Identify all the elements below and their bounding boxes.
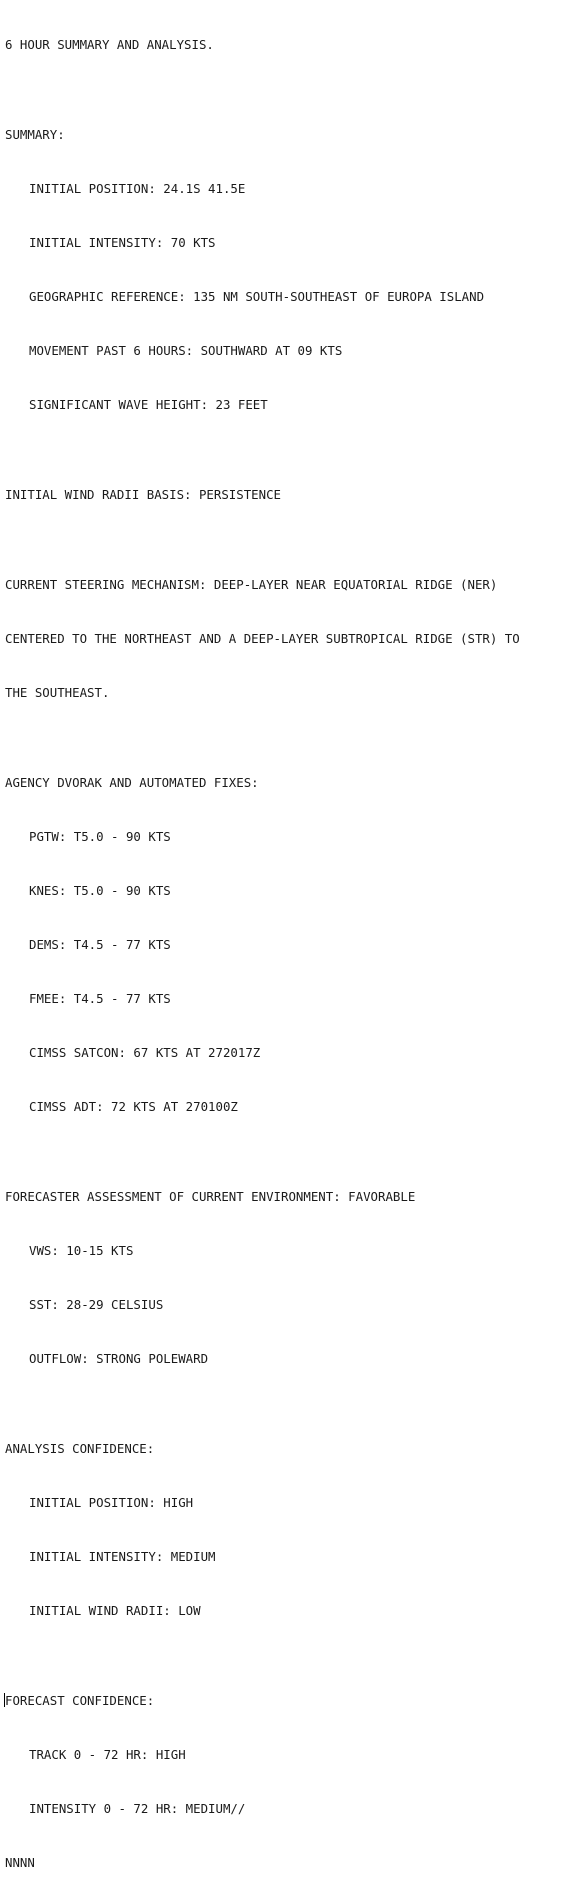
summary-initial-position: INITIAL POSITION: 24.1S 41.5E — [29, 181, 246, 196]
forecast-confidence-heading: FORECAST CONFIDENCE: — [5, 1693, 155, 1708]
fix-knes: KNES: T5.0 - 90 KTS — [29, 883, 171, 898]
wind-radii-basis: INITIAL WIND RADII BASIS: PERSISTENCE — [5, 487, 282, 502]
environment-heading: FORECASTER ASSESSMENT OF CURRENT ENVIRONMENT: FAVORABLE — [5, 1189, 416, 1204]
fixes-heading: AGENCY DVORAK AND AUTOMATED FIXES: — [5, 775, 259, 790]
summary-initial-intensity: INITIAL INTENSITY: 70 KTS — [29, 235, 216, 250]
summary-heading: SUMMARY: — [5, 127, 65, 142]
analysis-confidence-position: INITIAL POSITION: HIGH — [29, 1495, 194, 1510]
fix-pgtw: PGTW: T5.0 - 90 KTS — [29, 829, 171, 844]
fix-cimss-adt: CIMSS ADT: 72 KTS AT 270100Z — [29, 1099, 238, 1114]
header-line: 6 HOUR SUMMARY AND ANALYSIS. — [5, 37, 214, 52]
footer-line: NNNN — [5, 1855, 35, 1870]
analysis-confidence-intensity: INITIAL INTENSITY: MEDIUM — [29, 1549, 216, 1564]
forecast-confidence-track: TRACK 0 - 72 HR: HIGH — [29, 1747, 186, 1762]
environment-outflow: OUTFLOW: STRONG POLEWARD — [29, 1351, 209, 1366]
steering-line-3: THE SOUTHEAST. — [5, 685, 110, 700]
forecast-confidence-line — [5, 1692, 571, 1710]
fix-cimss-satcon: CIMSS SATCON: 67 KTS AT 272017Z — [29, 1045, 261, 1060]
text-document[interactable] — [5, 0, 571, 1890]
steering-line-1: CURRENT STEERING MECHANISM: DEEP-LAYER NEAR EQUATORIAL RIDGE (NER) — [5, 577, 498, 592]
steering-line-2: CENTERED TO THE NORTHEAST AND A DEEP-LAYER SUBTROPICAL RIDGE (STR) TO — [5, 631, 520, 646]
summary-geographic-reference: GEOGRAPHIC REFERENCE: 135 NM SOUTH-SOUTHEAST OF EUROPA ISLAND — [29, 289, 485, 304]
environment-vws: VWS: 10-15 KTS — [29, 1243, 134, 1258]
fix-dems: DEMS: T4.5 - 77 KTS — [29, 937, 171, 952]
forecast-confidence-intensity: INTENSITY 0 - 72 HR: MEDIUM// — [29, 1801, 246, 1816]
summary-wave-height: SIGNIFICANT WAVE HEIGHT: 23 FEET — [29, 397, 268, 412]
fix-fmee: FMEE: T4.5 - 77 KTS — [29, 991, 171, 1006]
summary-movement: MOVEMENT PAST 6 HOURS: SOUTHWARD AT 09 KTS — [29, 343, 343, 358]
environment-sst: SST: 28-29 CELSIUS — [29, 1297, 164, 1312]
analysis-confidence-heading: ANALYSIS CONFIDENCE: — [5, 1441, 155, 1456]
analysis-confidence-wind-radii: INITIAL WIND RADII: LOW — [29, 1603, 201, 1618]
